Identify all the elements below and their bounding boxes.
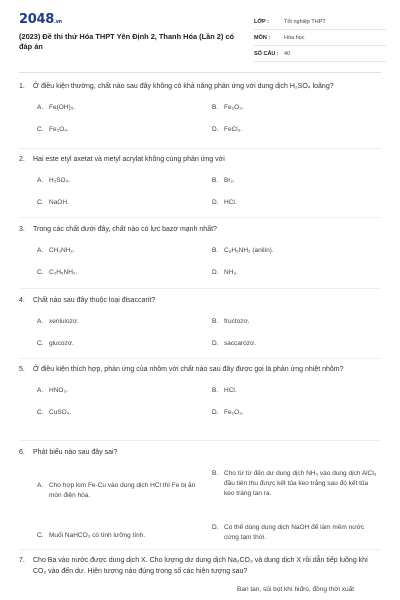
option-letter: A. xyxy=(37,176,44,184)
option-a[interactable] xyxy=(37,386,68,396)
logo-text: 2048 xyxy=(19,12,54,27)
option-text: glucozơ. xyxy=(49,339,74,347)
option-d[interactable] xyxy=(212,198,237,208)
option-d[interactable] xyxy=(212,125,242,135)
option-c[interactable] xyxy=(37,268,77,278)
option-d[interactable] xyxy=(212,339,256,349)
question-stem: Hai este etyl axetat và metyl acrylat không cùng phản ứng với xyxy=(33,156,225,163)
option-c[interactable] xyxy=(37,531,205,541)
option-text: Fe₂O₃. xyxy=(224,408,244,416)
option-text: saccarozơ. xyxy=(224,339,257,347)
option-letter: D. xyxy=(212,408,219,416)
question-stem: Ở điều kiện thích hợp, phản ứng của nhôm với chất nào sau đây được gọi là phản ứng nhiệt nhôm? xyxy=(33,366,344,373)
option-b[interactable] xyxy=(212,176,235,186)
question-stem: Chất nào sau đây thuộc loại đisaccarit? xyxy=(33,297,156,304)
option-letter: C. xyxy=(37,339,44,347)
option-text: Có thể dùng dung dịch NaOH để làm mềm nước cứng tạm thời. xyxy=(224,523,365,541)
option-b[interactable] xyxy=(212,386,237,396)
option-a[interactable] xyxy=(37,103,75,113)
question-4 xyxy=(19,296,381,353)
option-c[interactable] xyxy=(37,339,74,349)
option-a[interactable] xyxy=(37,246,75,256)
option-text: C₂H₅NH₂. xyxy=(49,268,78,276)
option-letter: B. xyxy=(212,386,219,394)
question-divider xyxy=(19,288,381,289)
question-number: 4. xyxy=(19,297,25,304)
option-b[interactable] xyxy=(212,469,380,499)
logo-suffix: .vn xyxy=(53,19,62,25)
site-logo[interactable] xyxy=(19,12,62,27)
option-letter: D. xyxy=(212,339,219,347)
question-number: 5. xyxy=(19,366,25,373)
option-b[interactable] xyxy=(212,246,274,256)
option-letter: A. xyxy=(37,317,44,325)
option-text: FeCl₃. xyxy=(224,125,243,133)
exam-title: (2023) Đề thi thử Hóa THPT Yên Định 2, Thanh Hóa (Lần 2) có đáp án xyxy=(19,32,235,51)
option-text: Cho hợp kim Fe-Cu vào dung dịch HCl thì Fe bị ăn mòn điện hóa. xyxy=(49,481,196,499)
question-divider xyxy=(19,217,381,218)
question-number: 2. xyxy=(19,156,25,163)
option-text: CuSO₄. xyxy=(49,408,72,416)
option-c[interactable] xyxy=(37,198,69,208)
option-letter: C. xyxy=(37,268,44,276)
header-divider xyxy=(19,72,381,73)
option-letter: B. xyxy=(212,469,219,477)
question-5 xyxy=(19,365,381,422)
option-text: fructozơ. xyxy=(224,317,250,325)
option-letter: C. xyxy=(37,531,44,539)
option-text: Muối NaHCO₃ có tính lưỡng tính. xyxy=(49,531,146,539)
option-b-partial[interactable] xyxy=(237,585,387,595)
option-letter: D. xyxy=(212,523,219,531)
exam-meta-table xyxy=(254,14,386,62)
option-text: HCl. xyxy=(224,198,237,206)
option-b[interactable] xyxy=(212,317,250,327)
meta-value: 40 xyxy=(284,50,291,57)
question-2 xyxy=(19,155,381,212)
option-letter: D. xyxy=(212,125,219,133)
option-letter: C. xyxy=(37,408,44,416)
meta-key: MÔN : xyxy=(254,34,271,41)
option-d[interactable] xyxy=(212,268,238,278)
option-a[interactable] xyxy=(37,317,79,327)
question-6 xyxy=(19,448,381,559)
option-d[interactable] xyxy=(212,408,244,418)
option-letter: A. xyxy=(37,386,44,394)
option-text: Cho từ từ đến dư dung dịch NH₃ vào dung dịch AlCl₃ đầu tiên thu được kết tủa keo trắng sau đó kết tủa keo tráng tan ra. xyxy=(224,469,377,497)
meta-value: Tốt nghiệp THPT xyxy=(284,18,326,25)
option-text: C₆H₅NH₂ (anilin). xyxy=(224,246,274,254)
meta-row-subject xyxy=(254,30,386,46)
option-text: NH₃. xyxy=(224,268,238,276)
question-7 xyxy=(19,556,381,597)
option-b[interactable] xyxy=(212,103,244,113)
question-divider xyxy=(19,358,381,359)
option-a[interactable] xyxy=(37,481,205,501)
question-number: 3. xyxy=(19,226,25,233)
question-number: 6. xyxy=(19,449,25,456)
question-stem: Ở điều kiện thường, chất nào sau đây không có khả năng phản ứng với dung dịch H₂SO₄ loãng? xyxy=(33,83,334,90)
question-3 xyxy=(19,225,381,282)
option-letter: D. xyxy=(212,268,219,276)
option-letter: B. xyxy=(212,246,219,254)
option-letter: A. xyxy=(37,481,44,489)
meta-value: Hóa học xyxy=(284,34,305,41)
question-stem: Phát biểu nào sau đây sai? xyxy=(33,449,118,456)
option-d[interactable] xyxy=(212,523,380,543)
meta-row-class xyxy=(254,14,386,30)
question-1 xyxy=(19,82,381,139)
option-letter: A. xyxy=(37,246,44,254)
meta-key: LỚP : xyxy=(254,18,269,25)
question-stem: Cho Ba vào nước được dung dịch X. Cho lượng dư dung dịch Na₂CO₃ và dung dịch X rồi dẫn tiếp luồng khí CO₂ vào đến dư. Hiện tượng nào đúng trong số các hiện tượng sau? xyxy=(33,557,368,575)
option-text: Fe₃O₄. xyxy=(49,125,69,133)
option-letter: B. xyxy=(212,103,219,111)
option-letter: A. xyxy=(37,103,44,111)
option-c[interactable] xyxy=(37,125,69,135)
option-text: xenlulozơ. xyxy=(49,317,79,325)
option-letter: B. xyxy=(212,317,219,325)
meta-row-count xyxy=(254,46,386,62)
option-a[interactable] xyxy=(37,176,70,186)
option-letter: B. xyxy=(212,176,219,184)
option-letter: D. xyxy=(212,198,219,206)
meta-key: SỐ CÂU : xyxy=(254,50,279,57)
question-stem: Trong các chất dưới đây, chất nào có lực bazơ mạnh nhất? xyxy=(33,226,217,233)
option-text: Fe(OH)₃. xyxy=(49,103,76,111)
option-text: Fe₂O₃. xyxy=(224,103,244,111)
option-c[interactable] xyxy=(37,408,71,418)
option-text: Bari tan, sủi bọt khí hiđro, đồng thời xuất xyxy=(237,586,354,593)
question-divider xyxy=(19,440,381,441)
option-text: HNO₃. xyxy=(49,386,68,394)
question-number: 1. xyxy=(19,83,25,90)
option-text: CH₃NH₂. xyxy=(49,246,75,254)
question-number: 7. xyxy=(19,557,25,564)
option-letter: C. xyxy=(37,125,44,133)
question-divider xyxy=(19,549,381,550)
option-text: HCl. xyxy=(224,386,237,394)
option-text: Br₂. xyxy=(224,176,235,184)
option-letter: C. xyxy=(37,198,44,206)
option-text: NaOH. xyxy=(49,198,69,206)
question-divider xyxy=(19,148,381,149)
option-text: H₂SO₄. xyxy=(49,176,71,184)
